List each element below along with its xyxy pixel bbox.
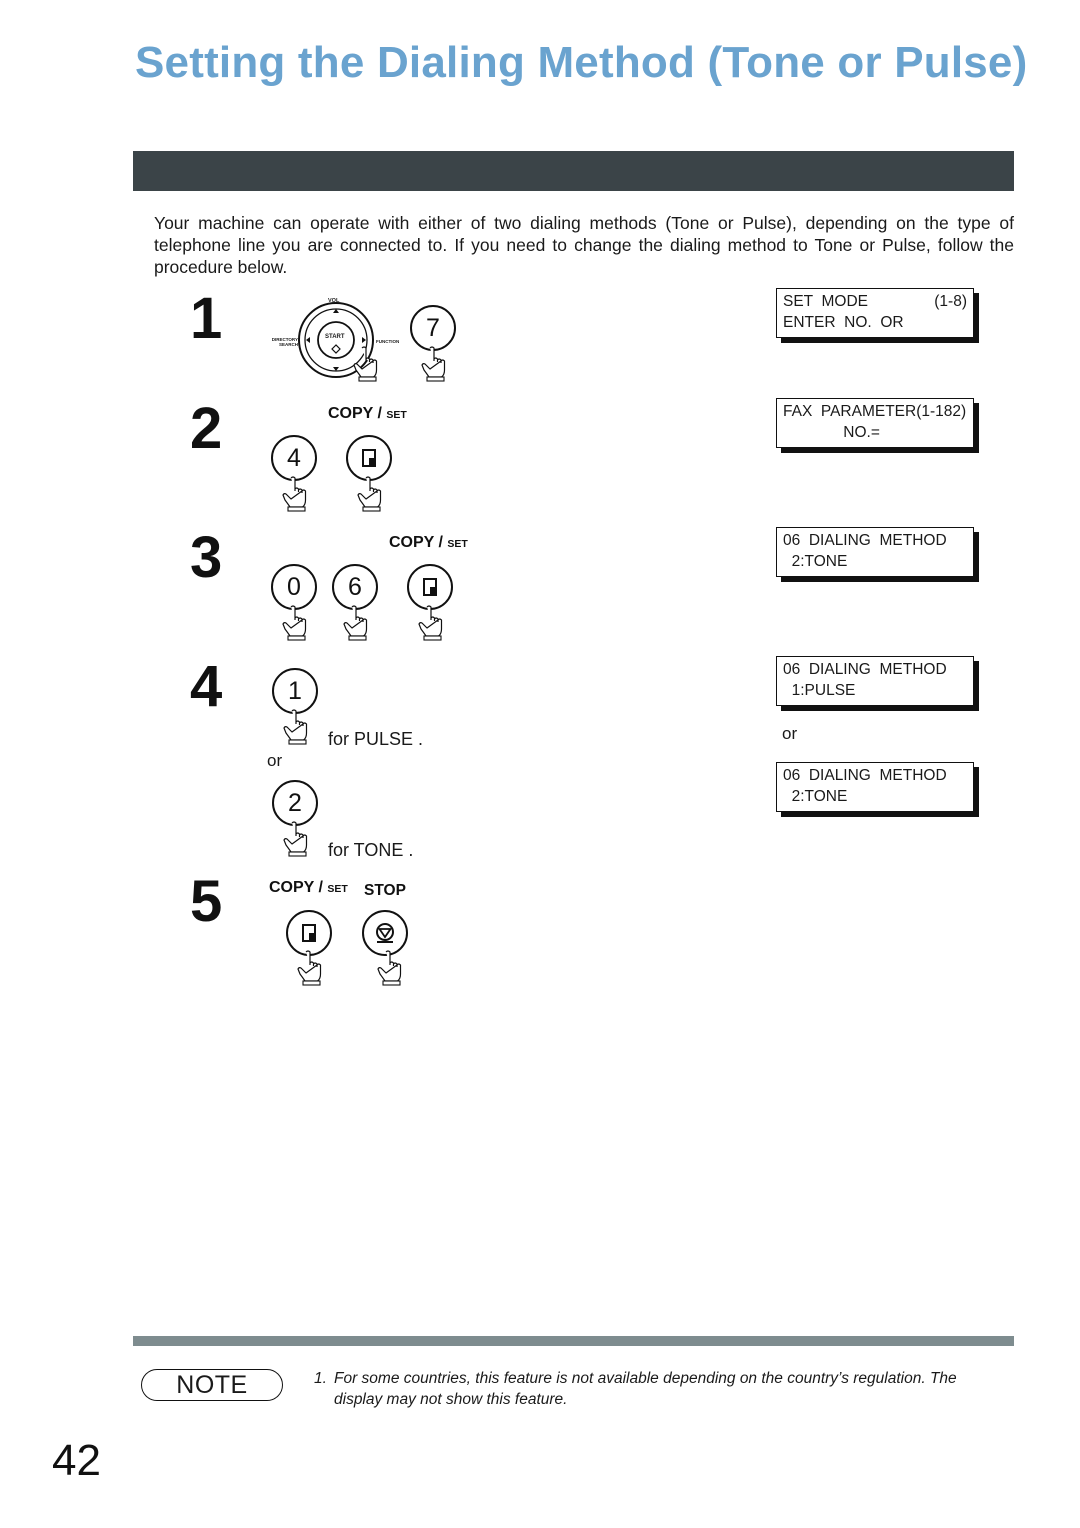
page-title: Setting the Dialing Method (Tone or Pulse) [135,38,1028,87]
lcd-display: 06 DIALING METHOD 2:TONE [776,527,974,577]
note-text: 1. For some countries, this feature is not available depending on the country’s regulation. The display may not show this feature. [314,1370,957,1408]
section-header-bar [133,151,1014,191]
key-4[interactable]: 4 [271,435,317,481]
step-number: 5 [190,869,223,934]
directory-search-label: DIRECTORY SEARCH [271,337,298,347]
copy-set-label: COPY / SET [269,879,348,896]
vol-label: VOL [328,298,340,304]
hand-icon [351,346,381,382]
key-0[interactable]: 0 [271,564,317,610]
note-divider-bar [133,1336,1014,1346]
hand-icon [280,605,310,641]
copy-set-key[interactable] [407,564,453,610]
lcd-display: SET MODE (1-8) ENTER NO. OR [776,288,974,338]
hand-icon [281,709,311,745]
hand-icon [355,476,385,512]
hand-icon [419,346,449,382]
copy-set-label: COPY / SET [389,534,468,551]
hand-icon [295,950,325,986]
start-label: START [325,334,345,340]
copy-set-key-icon [420,577,440,597]
page-number: 42 [52,1436,101,1485]
key-7[interactable]: 7 [410,305,456,351]
hand-icon [341,605,371,641]
step-number: 4 [190,654,223,719]
hand-icon [375,950,405,986]
copy-set-key[interactable] [346,435,392,481]
key-1[interactable]: 1 [272,668,318,714]
lcd-display: FAX PARAMETER(1-182) NO.= [776,398,974,448]
note-badge: NOTE [141,1369,283,1401]
lcd-display: 06 DIALING METHOD 1:PULSE [776,656,974,706]
or-text: or [267,751,283,770]
key-2[interactable]: 2 [272,780,318,826]
display-or-text: or [782,724,798,743]
stop-label: STOP [364,882,406,899]
for-tone-text: for TONE . [328,840,414,860]
for-pulse-text: for PULSE . [328,729,424,749]
step-number: 2 [190,396,223,461]
step-number: 3 [190,525,223,590]
copy-set-key-icon [359,448,379,468]
step-number: 1 [190,286,223,351]
key-6[interactable]: 6 [332,564,378,610]
hand-icon [280,476,310,512]
stop-key-icon [373,921,397,945]
copy-set-key-icon [299,923,319,943]
intro-paragraph: Your machine can operate with either of two dialing methods (Tone or Pulse), depending on the type of telephone line you are connected to. If you need to change the dialing method to Tone or Pulse, follow the procedure below. [154,213,1014,277]
dial-pad-diagram [266,297,406,382]
hand-icon [416,605,446,641]
hand-icon [281,821,311,857]
function-label: FUNCTION [376,339,400,344]
lcd-display: 06 DIALING METHOD 2:TONE [776,762,974,812]
copy-set-label: COPY / SET [328,405,407,422]
